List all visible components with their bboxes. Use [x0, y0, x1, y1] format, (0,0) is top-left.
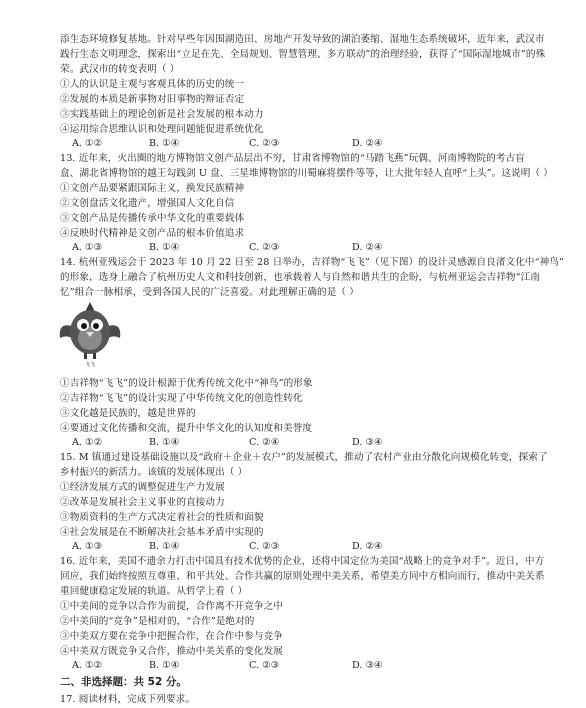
q16-statement-4: ④中美双方既竞争又合作，推动中美关系的变化发展 [60, 646, 283, 657]
q16-stem-line-1: 16. 近年来，美国不遗余力打击中国具有技术优势的企业，还将中国定位为美国“战略上的竞争对手”。近日，中方 [60, 556, 545, 567]
q13-statement-4: ④反映时代精神是文创产品的根本价值追求 [60, 228, 245, 239]
q13-statement-1: ①文创产品要紧跟国际主义，换发民族精神 [60, 183, 245, 194]
q12-options [72, 136, 572, 151]
q13-statement-2: ②文创盘活文化遗产，增强国人文化自信 [60, 198, 235, 209]
feifei-mascot-image [56, 296, 124, 368]
q16-stem-line-3: 重回健康稳定发展的轨道。从哲学上看（ ） [60, 586, 248, 597]
q12-stem-line-1: 添生态环境修复基地。针对早些年因围湖造田、房地产开发导致的湖泊萎缩、湿地生态系统破坏，近年来，武汉市 [60, 34, 545, 45]
q14-option-b[interactable]: B. ①④ [149, 437, 180, 448]
q15-option-c[interactable]: C. ②③ [249, 541, 280, 552]
q14-stem-line-1: 14. 杭州亚残运会于 2023 年 10 月 22 日至 28 日举办，吉祥物“飞飞”（见下图）的设计灵感源自良渚文化中“神鸟” [60, 257, 565, 268]
q15-statement-3: ③物质资料的生产方式决定着社会的性质和面貌 [60, 512, 264, 523]
q13-options [72, 240, 572, 255]
q14-option-a[interactable]: A. ①② [72, 437, 103, 448]
q14-statement-3: ③文化越是民族的，越是世界的 [60, 408, 196, 419]
q16-option-d[interactable]: D. ③④ [352, 660, 383, 671]
q14-statement-1: ①吉祥物“飞飞”的设计根源于优秀传统文化中“神鸟”的形象 [60, 378, 313, 389]
q12-option-d[interactable]: D. ②④ [352, 138, 383, 149]
q15-option-a[interactable]: A. ①③ [72, 541, 103, 552]
q13-statement-3: ③文创产品是传播传承中华文化的重要载体 [60, 213, 245, 224]
q14-stem-line-2: 的形象，选身上融合了杭州历史人文和科技创新，也承载着人与自然和谐共生的企盼，与杭州亚运会吉祥物“江南 [60, 272, 540, 283]
q13-option-a[interactable]: A. ①③ [72, 242, 103, 253]
q12-statement-3: ③实践基础上的理论创新是社会发展的根本动力 [60, 109, 264, 120]
q14-statement-2: ②吉祥物“飞飞”的设计实现了中华传统文化的创造性转化 [60, 393, 303, 404]
q12-statement-4: ④运用综合思维认识和处理问题能促进系统优化 [60, 124, 264, 135]
section-heading: 二、非选择题：共 52 分。 [60, 676, 187, 688]
q15-stem-line-1: 15. M 镇通过建设基础设施以及“政府＋企业＋农户”的发展模式，推动了农村产业由分散化向规模化转变，探索了 [60, 452, 548, 463]
q16-option-b[interactable]: B. ①④ [149, 660, 180, 671]
q14-option-c[interactable]: C. ②④ [249, 437, 280, 448]
q15-options [72, 539, 572, 554]
q15-statement-4: ④社会发展是在不断解决社会基本矛盾中实现的 [60, 527, 264, 538]
q13-option-d[interactable]: D. ②④ [352, 242, 383, 253]
q12-option-a[interactable]: A. ①② [72, 138, 103, 149]
q13-option-b[interactable]: B. ①④ [149, 242, 180, 253]
q12-statement-2: ②发展的本质是新事物对旧事物的辩证否定 [60, 94, 245, 105]
q17-stem: 17. 阅读材料，完成下列要求。 [60, 694, 196, 705]
q14-option-d[interactable]: D. ③④ [352, 437, 383, 448]
q15-option-d[interactable]: D. ②④ [352, 541, 383, 552]
q12-statement-1: ①人的认识是主观与客观具体的历史的统一 [60, 79, 245, 90]
q15-stem-line-2: 乡村振兴的新活力。该镇的发展体现出（ ） [60, 467, 248, 478]
q16-option-c[interactable]: C. ②③ [249, 660, 280, 671]
q14-stem-line-3: 忆”组合一脉相承，受到各国人民的广泛喜爱。对此理解正确的是（ ） [60, 287, 359, 298]
q13-stem-line-2: 盒、湖北省博物馆的越王勾践剑 U 盘、三星堆博物馆的川蜀麻将摆件等等，让大批年轻人直呼“上头”。这说明（ ） [60, 168, 553, 179]
q13-stem-line-1: 13. 近年来，火出圈的地方博物馆文创产品层出不穷，甘肃省博物馆的“马踏飞燕”玩偶、河南博物院的考古盲 [60, 153, 525, 164]
q15-statement-2: ②改革是发展社会主义事业的直接动力 [60, 497, 225, 508]
q12-option-c[interactable]: C. ②③ [249, 138, 280, 149]
q15-option-b[interactable]: B. ①④ [149, 541, 180, 552]
q16-options [72, 658, 572, 673]
q14-options [72, 435, 572, 450]
q12-stem-line-3: 荣。武汉市的转变表明（ ） [60, 64, 180, 75]
q16-statement-2: ②中美间的“竞争”是相对的，“合作”是绝对的 [60, 616, 255, 627]
q16-statement-3: ③中美双方要在竞争中把握合作，在合作中参与竞争 [60, 631, 283, 642]
q16-statement-1: ①中美间的竞争以合作为前提，合作离不开竞争之中 [60, 601, 283, 612]
q16-stem-line-2: 回应，我们始终按照互尊重、和平共处、合作共赢的原则处理中美关系，希望美方同中方相向而行，推动中美关系 [60, 571, 545, 582]
q12-stem-line-2: 践行生态文明理念，探索出“立足在先、全局规划、智慧管理、多方联动”的治理经验，获得了“国际湿地城市”的殊 [60, 49, 546, 60]
mascot-caption: 飞飞 [84, 362, 96, 368]
q14-statement-4: ④要通过文化传播和交流，提升中华文化的认知度和美誉度 [60, 423, 313, 434]
q15-statement-1: ①经济发展方式的调整促进生产力发展 [60, 482, 225, 493]
q12-option-b[interactable]: B. ①④ [149, 138, 180, 149]
q13-option-c[interactable]: C. ②③ [249, 242, 280, 253]
q16-option-a[interactable]: A. ①② [72, 660, 103, 671]
